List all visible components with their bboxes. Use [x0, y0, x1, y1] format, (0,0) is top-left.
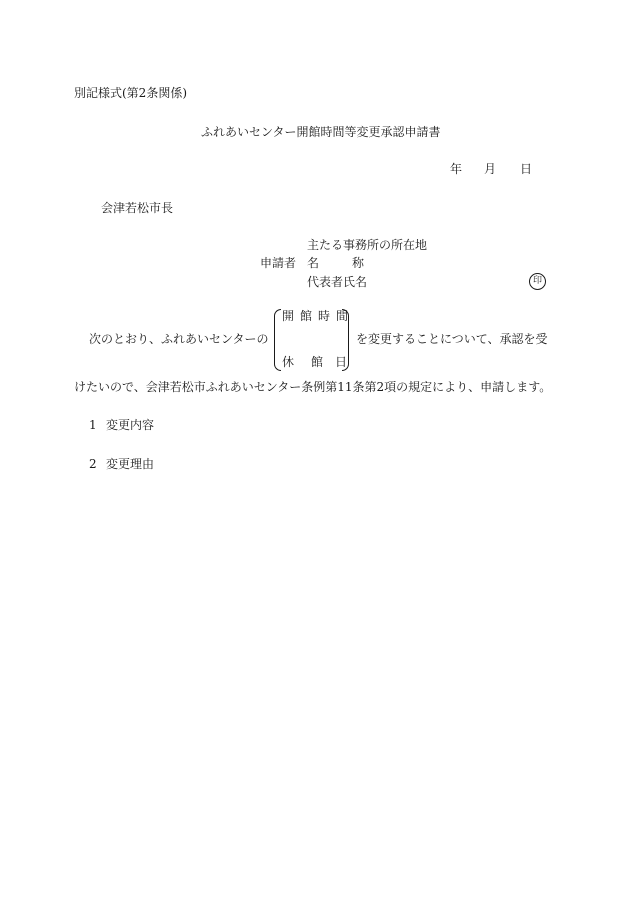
- option-holiday-char-3: 日: [335, 355, 348, 369]
- option-opening-hours: 開館時間: [282, 309, 355, 323]
- form-reference: 別記様式(第2条関係): [74, 86, 187, 100]
- addressee: 会津若松市長: [101, 201, 174, 215]
- date-day-label: 日: [520, 162, 533, 176]
- body-text-suffix: を変更することについて、承認を受: [356, 332, 548, 346]
- body-text-line-2: けたいので、会津若松市ふれあいセンター条例第11条第2項の規定により、申請します。: [74, 380, 552, 394]
- list-item: [89, 418, 154, 432]
- office-address-label: 主たる事務所の所在地: [307, 238, 428, 252]
- date-year-label: 年: [450, 162, 463, 176]
- list-item: [89, 457, 154, 471]
- name-label-suffix: 称: [352, 256, 365, 270]
- item-label: 変更理由: [106, 457, 155, 471]
- item-label: 変更内容: [106, 418, 155, 432]
- item-number: 1: [89, 418, 97, 432]
- option-holiday-char-1: 休: [282, 355, 295, 369]
- option-holiday-char-2: 館: [311, 355, 324, 369]
- representative-name-label: 代表者氏名: [307, 275, 368, 289]
- item-number: 2: [89, 457, 97, 471]
- right-bracket: [342, 309, 349, 371]
- body-text-prefix: 次のとおり、ふれあいセンターの: [89, 332, 269, 346]
- left-bracket: [274, 309, 281, 371]
- name-label: 名: [307, 256, 320, 270]
- applicant-label: 申請者: [260, 256, 297, 270]
- date-month-label: 月: [484, 162, 497, 176]
- document-title: ふれあいセンター開館時間等変更承認申請書: [201, 125, 441, 139]
- seal-mark: 印: [529, 273, 546, 290]
